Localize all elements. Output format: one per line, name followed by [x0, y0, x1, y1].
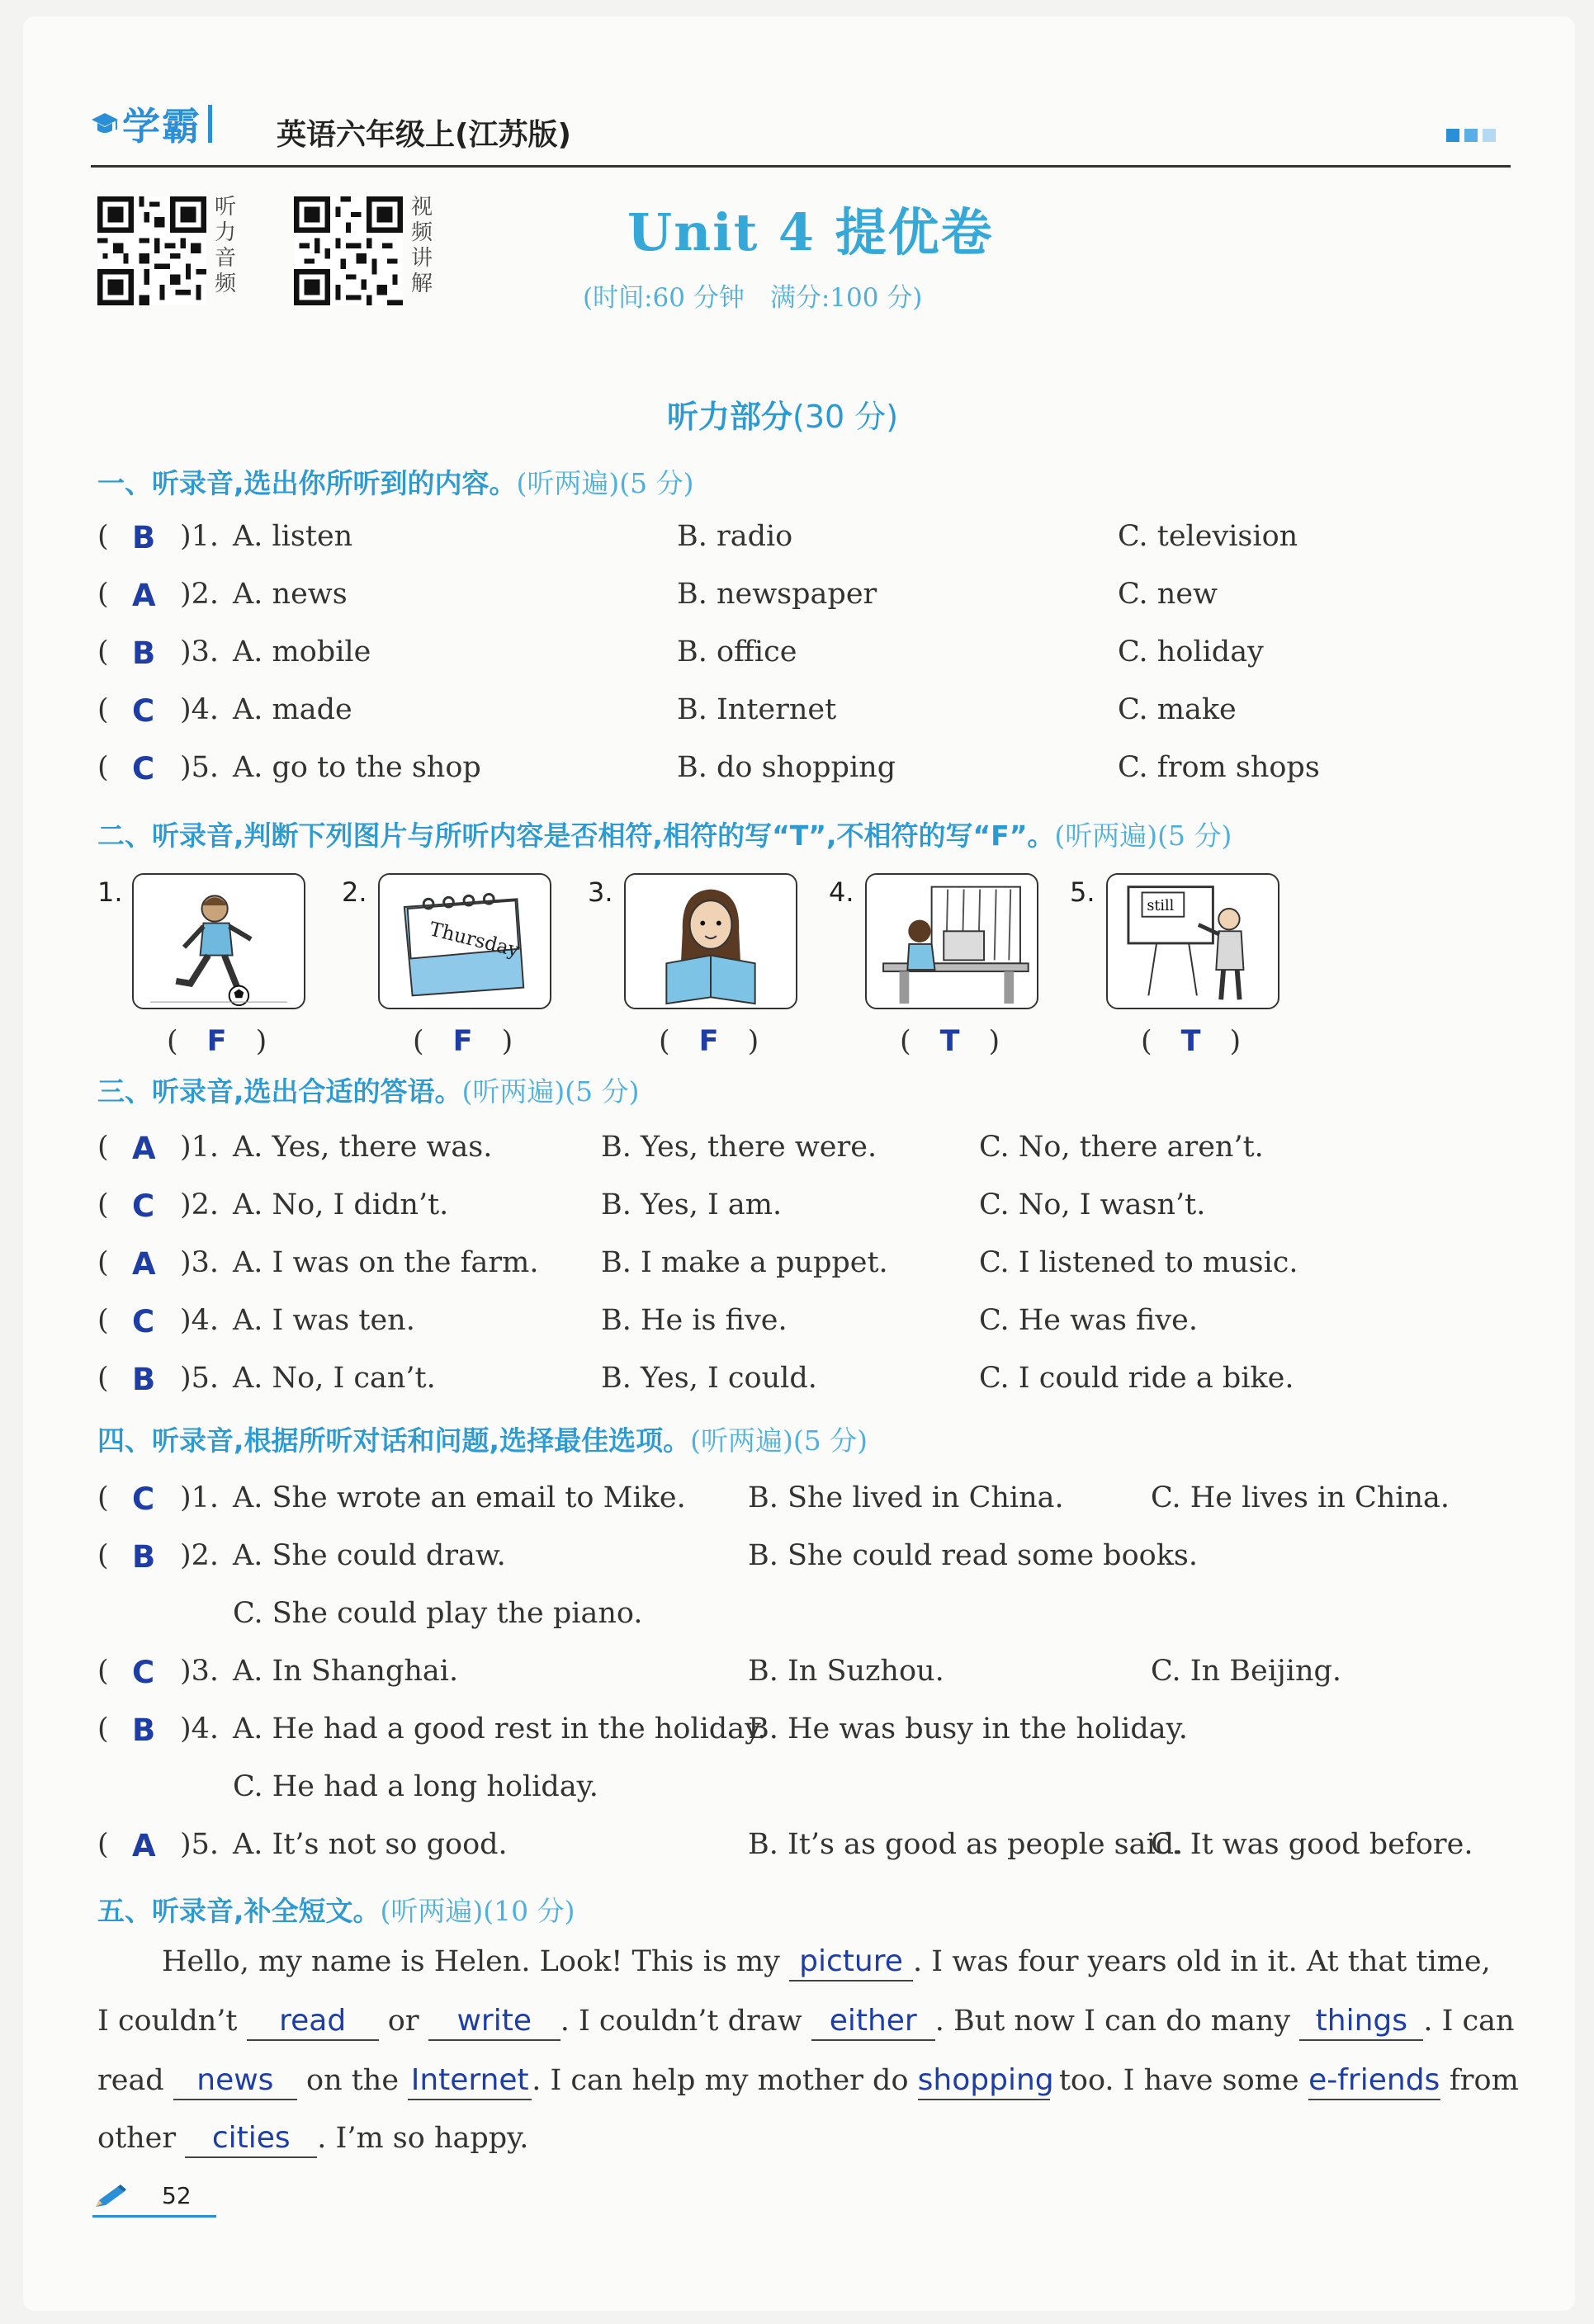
option-b: B. office [677, 635, 797, 668]
answer-letter: B [132, 635, 156, 671]
boy-kicking-ball-icon [132, 873, 305, 1009]
page-number: 52 [162, 2182, 192, 2209]
page-footer [92, 2179, 216, 2220]
option-a: A. In Shanghai. [233, 1655, 459, 1688]
option-c: C. It was good before. [1151, 1828, 1473, 1861]
option-a: A. listen [233, 520, 353, 553]
part-points: (30 分) [792, 399, 899, 435]
part-title [667, 391, 898, 437]
calendar-text: Thursday [427, 917, 522, 962]
option-b: B. Yes, there were. [601, 1131, 877, 1164]
option-b: B. newspaper [677, 578, 877, 611]
option-a: A. go to the shop [233, 751, 481, 784]
option-a: A. I was on the farm. [233, 1246, 539, 1279]
option-a: A. Yes, there was. [233, 1131, 493, 1164]
option-b: B. She lived in China. [748, 1481, 1064, 1514]
answer-letter: B [132, 520, 156, 555]
section-title: 三、听录音,选出合适的答语。 [97, 1075, 462, 1108]
cloze-blank[interactable]: Internet [408, 2062, 532, 2100]
answer-letter: C [132, 1304, 155, 1339]
cloze-blank[interactable]: read [247, 2003, 379, 2041]
board-text: still [1147, 897, 1175, 914]
answer-letter: C [132, 1188, 155, 1224]
cloze-line: other cities . I’m so happy. [97, 2120, 528, 2170]
question-number: )3. [180, 1246, 220, 1279]
option-b: B. Yes, I could. [601, 1362, 817, 1395]
answer-letter: C [132, 751, 155, 786]
question-number: )2. [180, 578, 220, 611]
option-b: B. radio [677, 520, 793, 553]
part-name: 听力部分 [667, 399, 793, 435]
section-title: 五、听录音,补全短文。 [97, 1895, 381, 1927]
qr-code-icon[interactable] [294, 196, 403, 305]
section-note: (听两遍)(5 分) [516, 467, 694, 499]
option-b: B. He is five. [601, 1304, 788, 1337]
section-note: (听两遍)(5 分) [461, 1075, 640, 1108]
cloze-blank[interactable]: news [173, 2062, 297, 2100]
exam-time-info: (时间:60 分钟 满分:100 分) [583, 283, 923, 313]
option-a: A. She could draw. [233, 1539, 506, 1572]
footer-rule [92, 2215, 216, 2218]
picture-number: 5. [1070, 876, 1095, 908]
answer-letter: F [206, 1025, 227, 1058]
question-number: )5. [180, 751, 220, 784]
option-a: A. No, I can’t. [233, 1362, 436, 1395]
question-number: )4. [180, 1304, 220, 1337]
section-5-heading [97, 1890, 575, 1929]
cloze-blank[interactable]: e-friends [1308, 2062, 1440, 2100]
option-a: A. I was ten. [233, 1304, 415, 1337]
answer-letter: B [132, 1362, 156, 1397]
header-rule [91, 165, 1511, 168]
answer-letter: T [1180, 1025, 1201, 1058]
option-b: B. She could read some books. [748, 1539, 1199, 1572]
answer-letter: T [939, 1025, 960, 1058]
option-c: C. He had a long holiday. [233, 1770, 598, 1803]
picture-number: 2. [342, 876, 367, 908]
option-c: C. She could play the piano. [233, 1597, 643, 1630]
option-a: A. made [233, 693, 352, 726]
option-b: B. He was busy in the holiday. [748, 1712, 1188, 1745]
question-number: )1. [180, 1131, 220, 1164]
section-4-heading [97, 1419, 868, 1458]
option-c: C. No, I wasn’t. [979, 1188, 1206, 1221]
section-3-heading [97, 1070, 640, 1109]
section-note: (听两遍)(10 分) [380, 1895, 575, 1927]
qr-code-icon[interactable] [97, 196, 206, 305]
cloze-blank[interactable]: cities [185, 2120, 317, 2158]
option-c: C. I listened to music. [979, 1246, 1298, 1279]
page-header [91, 91, 1511, 165]
answer-paren: ( F ) [167, 1025, 267, 1058]
teacher-at-board-icon [1106, 873, 1279, 1009]
question-number: )1. [180, 520, 220, 553]
answer-letter: B [132, 1539, 156, 1575]
picture-number: 1. [97, 876, 123, 908]
option-c: C. I could ride a bike. [979, 1362, 1294, 1395]
option-b: B. I make a puppet. [601, 1246, 888, 1279]
qr-video-label: 视频讲解 [410, 195, 433, 296]
option-c: C. In Beijing. [1151, 1655, 1342, 1688]
cloze-line: read news on the Internet . I can help my mother do shopping too. I have some e-friends from [97, 2062, 1519, 2112]
logo-divider [208, 105, 212, 143]
answer-letter: C [132, 1655, 155, 1690]
option-a: A. No, I didn’t. [233, 1188, 449, 1221]
option-c: C. holiday [1118, 635, 1264, 668]
answer-paren: ( T ) [900, 1025, 1000, 1058]
qr-listen-label: 听力音频 [214, 195, 236, 296]
answer-paren: ( T ) [1141, 1025, 1242, 1058]
girl-reading-book-icon [624, 873, 797, 1009]
question-number: )3. [180, 635, 220, 668]
cloze-blank[interactable]: things [1299, 2003, 1423, 2041]
option-a: A. news [233, 578, 348, 611]
picture-number: 3. [588, 876, 613, 908]
answer-letter: A [132, 1828, 156, 1863]
cloze-line: I couldn’t read or write . I couldn’t draw either . But now I can do many things . I can [97, 2003, 1515, 2052]
book-title: 英语六年级上(江苏版) [277, 118, 571, 152]
option-b: B. Internet [677, 693, 837, 726]
option-c: C. new [1118, 578, 1218, 611]
cloze-blank[interactable]: either [811, 2003, 935, 2041]
option-a: A. He had a good rest in the holiday. [233, 1712, 767, 1745]
header-decoration [1446, 129, 1496, 142]
option-a: A. She wrote an email to Mike. [233, 1481, 686, 1514]
option-c: C. television [1118, 520, 1298, 553]
question-number: )5. [180, 1362, 220, 1395]
answer-letter: A [132, 578, 156, 613]
question-number: )2. [180, 1188, 220, 1221]
calendar-thursday-icon [378, 873, 551, 1009]
answer-paren: ( F ) [659, 1025, 759, 1058]
option-c: C. He was five. [979, 1304, 1199, 1337]
answer-letter: C [132, 1481, 155, 1517]
section-title: 二、听录音,判断下列图片与所听内容是否相符,相符的写“T”,不相符的写“F”。 [97, 820, 1055, 852]
option-b: B. In Suzhou. [748, 1655, 944, 1688]
option-c: C. No, there aren’t. [979, 1131, 1264, 1164]
option-b: B. Yes, I am. [601, 1188, 783, 1221]
page-title: Unit 4 提优卷 [627, 202, 994, 262]
answer-letter: B [132, 1712, 156, 1748]
girl-at-computer-icon [865, 873, 1038, 1009]
answer-letter: A [132, 1131, 156, 1166]
section-title: 四、听录音,根据所听对话和问题,选择最佳选项。 [97, 1424, 691, 1457]
answer-letter: C [132, 693, 155, 729]
option-a: A. mobile [233, 635, 371, 668]
section-note: (听两遍)(5 分) [1054, 820, 1232, 852]
picture-number: 4. [829, 876, 854, 908]
option-c: C. make [1118, 693, 1237, 726]
cloze-blank[interactable]: write [428, 2003, 561, 2041]
answer-letter: F [452, 1025, 473, 1058]
answer-paren: ( F ) [413, 1025, 513, 1058]
option-b: B. It’s as good as people said. [748, 1828, 1184, 1861]
section-title: 一、听录音,选出你所听到的内容。 [97, 467, 517, 499]
cloze-line: Hello, my name is Helen. Look! This is my picture . I was four years old in it. At that time, [162, 1944, 1491, 1993]
cloze-blank[interactable]: picture [789, 1944, 913, 1982]
answer-letter: A [132, 1246, 156, 1282]
option-c: C. from shops [1118, 751, 1320, 784]
section-2-heading [97, 815, 1232, 853]
option-b: B. do shopping [677, 751, 896, 784]
answer-letter: F [698, 1025, 719, 1058]
graduation-cap-icon [91, 110, 119, 138]
cloze-blank[interactable]: shopping [918, 2062, 1050, 2100]
logo-text: 学霸 [122, 104, 201, 149]
option-a: A. It’s not so good. [233, 1828, 508, 1861]
option-c: C. He lives in China. [1151, 1481, 1450, 1514]
pencil-icon [92, 2184, 129, 2210]
section-note: (听两遍)(5 分) [690, 1424, 868, 1457]
section-1-heading [97, 462, 694, 501]
brand-logo [91, 91, 212, 157]
question-number: )4. [180, 693, 220, 726]
